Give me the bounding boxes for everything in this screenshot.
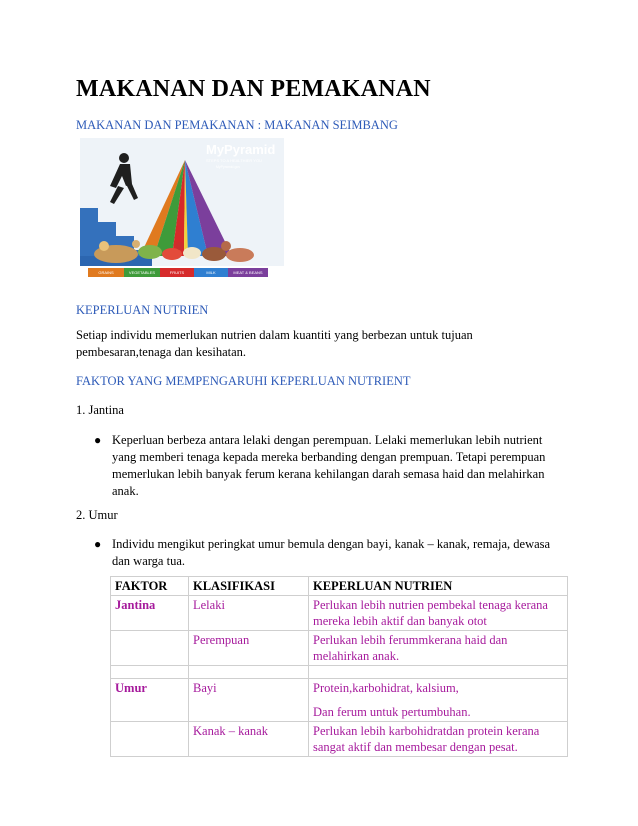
cell-klasifikasi: Bayi [189, 679, 309, 722]
bullet-line: Individu mengikut peringkat umur bemula dengan bayi, kanak – kanak, remaja, dewasa [112, 537, 551, 551]
header-cell: FAKTOR [111, 577, 189, 596]
cell-faktor: Jantina [111, 596, 189, 631]
header-cell: KEPERLUAN NUTRIEN [309, 577, 568, 596]
page-subtitle: MAKANAN DAN PEMAKANAN : MAKANAN SEIMBANG [76, 118, 398, 132]
cell-line: Perlukan lebih ferummkerana haid dan [313, 633, 508, 647]
bullet-line: anak. [112, 484, 139, 498]
band-label: VEGETABLES [128, 270, 156, 275]
nutrient-table [110, 576, 568, 757]
bullet-item [94, 432, 552, 500]
mypyramid-image [80, 138, 284, 290]
cell-klasifikasi: Kanak – kanak [189, 722, 309, 757]
page-title: MAKANAN DAN PEMAKANAN [76, 76, 431, 102]
cell-klasifikasi: Perempuan [189, 631, 309, 666]
paragraph-line: pembesaran,tenaga dan kesihatan. [76, 345, 247, 359]
band-label: FRUITS [169, 270, 185, 275]
cell-faktor [111, 631, 189, 666]
table-row [111, 679, 568, 722]
cell-keperluan [309, 679, 568, 722]
section-heading-keperluan: KEPERLUAN NUTRIEN [76, 303, 209, 317]
pyramid-logo: MyPyramid [206, 142, 276, 157]
cell-line: Perlukan lebih karbohidratdan protein kerana [313, 724, 540, 738]
paragraph-line: Setiap individu memerlukan nutrien dalam kuantiti yang berbezan untuk tujuan [76, 328, 473, 342]
bullet-icon: ● [94, 433, 102, 447]
cell-keperluan [309, 631, 568, 666]
bullet-line: memerlukan lebih banyak ferum kerana kehilangan darah semasa haid dan melahirkan [112, 467, 545, 481]
cell-klasifikasi: Lelaki [189, 596, 309, 631]
section-heading-faktor: FAKTOR YANG MEMPENGARUHI KEPERLUAN NUTRIENT [76, 374, 411, 388]
list-item-title: 2. Umur [76, 508, 118, 522]
bullet-icon: ● [94, 537, 102, 551]
cell-keperluan [309, 722, 568, 757]
cell-line: mereka lebih aktif dan banyak otot [313, 614, 487, 628]
header-cell: KLASIFIKASI [189, 577, 309, 596]
bullet-item [94, 536, 552, 570]
table-row [111, 631, 568, 666]
band-label: GRAINS [98, 270, 114, 275]
pyramid-url: MyPyramid.gov [216, 165, 241, 169]
band-label: MEAT & BEANS [233, 270, 263, 275]
cell-line: melahirkan anak. [313, 649, 400, 663]
table-header-row [111, 577, 568, 596]
cell-line: Protein,karbohidrat, kalsium, [313, 681, 459, 695]
bullet-line: dan warga tua. [112, 554, 186, 568]
pyramid-tagline: STEPS TO A HEALTHIER YOU [206, 158, 262, 163]
cell-faktor: Umur [111, 679, 189, 722]
table-row-empty [111, 666, 568, 679]
cell-keperluan [309, 596, 568, 631]
band-label: MILK [206, 270, 216, 275]
cell-line: Dan ferum untuk pertumbuhan. [313, 705, 471, 719]
table-row [111, 722, 568, 757]
bullet-line: yang memberi tenaga kepada mereka berbanding dengan prempuan. Tetapi perempuan [112, 450, 546, 464]
bullet-line: Keperluan berbeza antara lelaki dengan perempuan. Lelaki memerlukan lebih nutrient [112, 433, 543, 447]
cell-line: sangat aktif dan membesar dengan pesat. [313, 740, 518, 754]
cell-faktor [111, 722, 189, 757]
list-item-title: 1. Jantina [76, 403, 124, 417]
cell-line: Perlukan lebih nutrien pembekal tenaga kerana [313, 598, 548, 612]
table-row [111, 596, 568, 631]
